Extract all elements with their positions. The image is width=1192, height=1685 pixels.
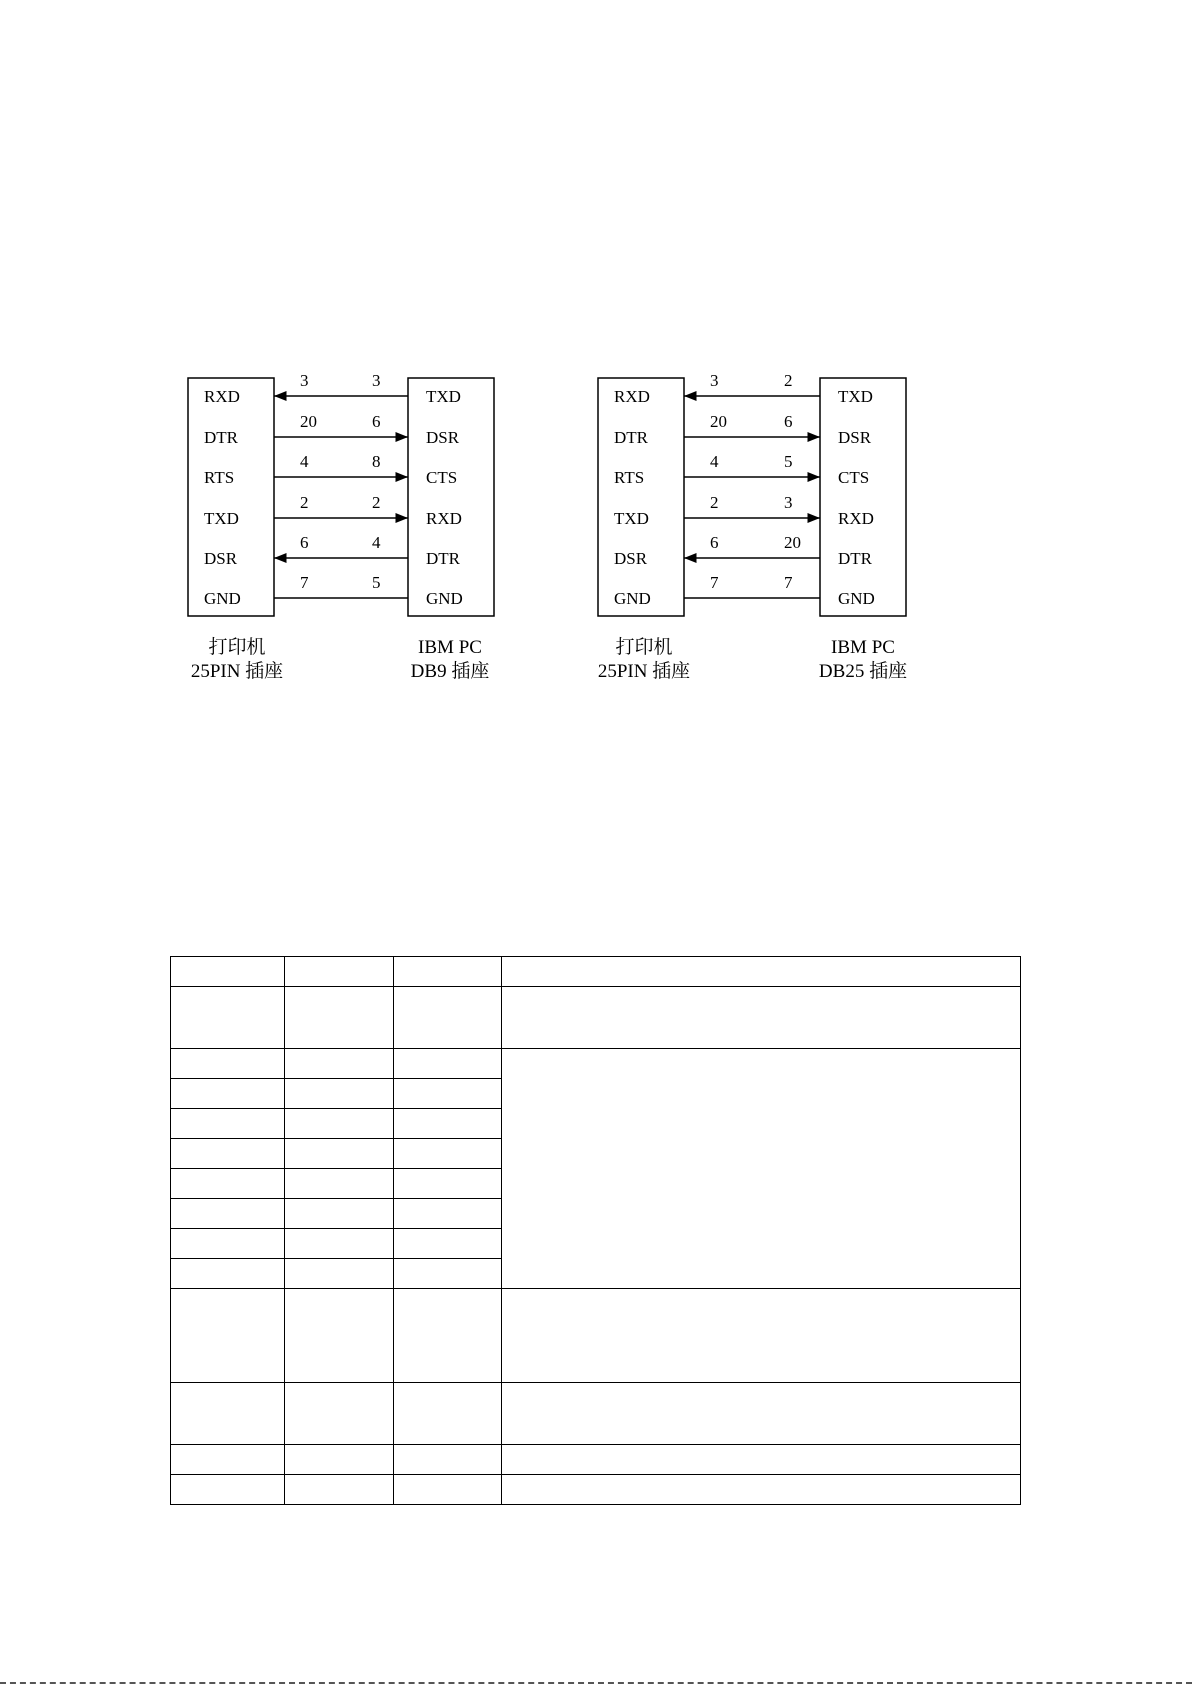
right-pin-number: 2 [784, 371, 793, 390]
printer-connector-box [598, 378, 684, 616]
right-pin-dsr: DSR [838, 428, 872, 447]
right-pin-number: 8 [372, 452, 381, 471]
table-cell [394, 1169, 502, 1199]
wiring-diagrams [0, 330, 1192, 700]
table-cell [285, 1109, 394, 1139]
left-pin-dsr: DSR [614, 549, 648, 568]
table-row [171, 1383, 1021, 1445]
printer-caption: 打印机 [615, 637, 673, 658]
right-pin-gnd: GND [838, 589, 875, 608]
diagram-db9 [188, 371, 494, 682]
table-cell [394, 1199, 502, 1229]
table-cell [394, 1109, 502, 1139]
table-cell [394, 1289, 502, 1383]
description-cell [502, 1475, 1021, 1505]
left-pin-number: 6 [300, 533, 309, 552]
table-cell [171, 1289, 285, 1383]
table-cell [171, 1109, 285, 1139]
table-cell [171, 1139, 285, 1169]
table-row [171, 957, 1021, 987]
right-pin-number: 5 [372, 573, 381, 592]
merged-description-cell [502, 1049, 1021, 1289]
right-pin-number: 6 [372, 412, 381, 431]
left-pin-number: 6 [710, 533, 719, 552]
table-cell [171, 1475, 285, 1505]
right-pin-dtr: DTR [838, 549, 872, 568]
description-cell [502, 1383, 1021, 1445]
left-pin-number: 2 [300, 493, 309, 512]
table-cell [394, 1383, 502, 1445]
left-pin-dtr: DTR [204, 428, 238, 447]
left-pin-number: 20 [300, 412, 317, 431]
pin-description-table [170, 956, 1021, 1505]
description-cell [502, 1289, 1021, 1383]
right-pin-number: 5 [784, 452, 793, 471]
table-row [171, 987, 1021, 1049]
left-pin-rxd: RXD [614, 387, 650, 406]
table-cell [171, 1079, 285, 1109]
pc-caption-2: DB9 插座 [410, 661, 490, 682]
table-cell [285, 1445, 394, 1475]
right-pin-gnd: GND [426, 589, 463, 608]
table-cell [171, 987, 285, 1049]
table-cell [171, 1259, 285, 1289]
table-row [171, 1289, 1021, 1383]
printer-caption-2: 25PIN 插座 [597, 661, 691, 682]
pc-caption: IBM PC [418, 637, 482, 658]
table-cell [171, 1049, 285, 1079]
table-cell [394, 1079, 502, 1109]
table-cell [285, 957, 394, 987]
table-cell [394, 1049, 502, 1079]
table-cell [394, 987, 502, 1049]
left-pin-number: 7 [300, 573, 309, 592]
table-cell [171, 1199, 285, 1229]
left-pin-number: 2 [710, 493, 719, 512]
table-cell [285, 1049, 394, 1079]
right-pin-txd: TXD [426, 387, 461, 406]
description-cell [502, 987, 1021, 1049]
right-pin-dsr: DSR [426, 428, 460, 447]
description-cell [502, 957, 1021, 987]
table-cell [285, 1079, 394, 1109]
right-pin-number: 4 [372, 533, 381, 552]
left-pin-number: 3 [710, 371, 719, 390]
printer-connector-box [188, 378, 274, 616]
table-cell [394, 1445, 502, 1475]
table-cell [285, 1169, 394, 1199]
right-pin-number: 6 [784, 412, 793, 431]
table-cell [171, 957, 285, 987]
table-cell [285, 1259, 394, 1289]
page-bottom-dashed-line [0, 1682, 1192, 1684]
left-pin-txd: TXD [204, 509, 239, 528]
right-pin-number: 7 [784, 573, 793, 592]
printer-caption: 打印机 [208, 637, 266, 658]
table-cell [394, 1229, 502, 1259]
left-pin-rts: RTS [614, 468, 645, 487]
table-row [171, 1049, 1021, 1079]
table-cell [285, 987, 394, 1049]
left-pin-dsr: DSR [204, 549, 238, 568]
table-cell [285, 1475, 394, 1505]
table-row [171, 1445, 1021, 1475]
pc-db9-connector-box [408, 378, 494, 616]
left-pin-number: 20 [710, 412, 727, 431]
table-cell [285, 1383, 394, 1445]
table-cell [171, 1445, 285, 1475]
right-pin-rxd: RXD [426, 509, 462, 528]
table-cell [394, 957, 502, 987]
left-pin-gnd: GND [614, 589, 651, 608]
left-pin-txd: TXD [614, 509, 649, 528]
diagram-db25 [598, 371, 907, 682]
table-cell [285, 1229, 394, 1259]
pc-db25-connector-box [820, 378, 906, 616]
table-row [171, 1475, 1021, 1505]
table-cell [285, 1139, 394, 1169]
left-pin-rxd: RXD [204, 387, 240, 406]
pc-caption: IBM PC [831, 637, 895, 658]
table-cell [394, 1259, 502, 1289]
right-pin-cts: CTS [838, 468, 870, 487]
table-cell [171, 1229, 285, 1259]
left-pin-rts: RTS [204, 468, 235, 487]
pc-caption-2: DB25 插座 [818, 661, 908, 682]
left-pin-number: 7 [710, 573, 719, 592]
left-pin-gnd: GND [204, 589, 241, 608]
right-pin-txd: TXD [838, 387, 873, 406]
right-pin-cts: CTS [426, 468, 458, 487]
printer-caption-2: 25PIN 插座 [190, 661, 284, 682]
right-pin-number: 20 [784, 533, 801, 552]
table-cell [394, 1139, 502, 1169]
table-cell [285, 1199, 394, 1229]
right-pin-rxd: RXD [838, 509, 874, 528]
right-pin-number: 3 [784, 493, 793, 512]
right-pin-dtr: DTR [426, 549, 460, 568]
table-cell [285, 1289, 394, 1383]
right-pin-number: 2 [372, 493, 381, 512]
left-pin-number: 3 [300, 371, 309, 390]
left-pin-number: 4 [300, 452, 309, 471]
right-pin-number: 3 [372, 371, 381, 390]
table-cell [394, 1475, 502, 1505]
left-pin-number: 4 [710, 452, 719, 471]
table-cell [171, 1383, 285, 1445]
table-cell [171, 1169, 285, 1199]
left-pin-dtr: DTR [614, 428, 648, 447]
description-cell [502, 1445, 1021, 1475]
